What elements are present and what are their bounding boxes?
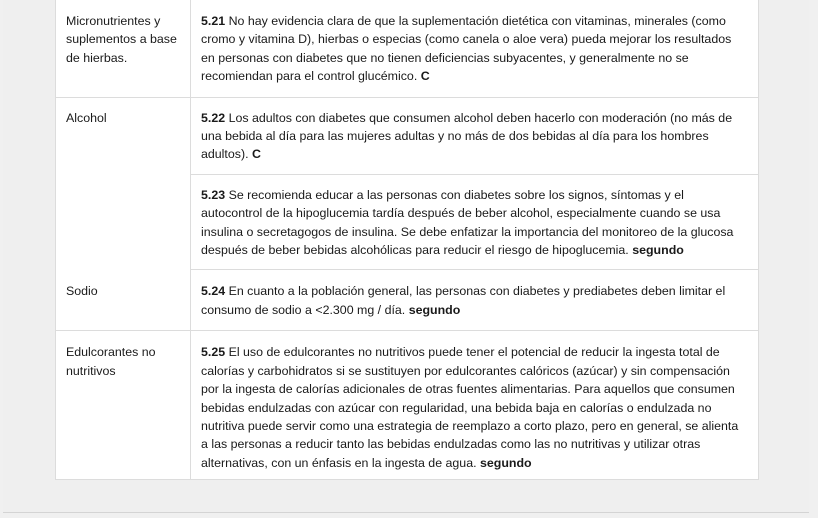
recommendation-number: 5.25: [201, 345, 226, 360]
recommendation-text: El uso de edulcorantes no nutritivos puede tener el potencial de reducir la ingesta total de calorías y carbohidratos si se sustituyen por edulcorantes calóricos (azúcar) y sin compensación por la ingesta de calorías adicionales de otras fuentes alimentarias. Para aquellos que consumen bebidas endulzadas con azúcar con regularidad, una bebida baja en calorías o endulzada no nutritiva puede servir como una estrategia de reemplazo a corto plazo, pero en general, se alienta a las personas a reducir tanto las bebidas endulzadas como las no nutritivas y utilizar otras alternativas, con un énfasis en la ingesta de agua.: [201, 345, 739, 470]
recommendation-text: Se recomienda educar a las personas con diabetes sobre los signos, síntomas y el autocontrol de la hipoglucemia tardía después de beber alcohol, especialmente cuando se usa insulina o secretagogos de insulina. Se debe enfatizar la importancia del monitoreo de la glucosa después de beber bebidas alcohólicas para reducir el riesgo de hipoglucemia.: [201, 187, 734, 258]
recommendation-text: Los adultos con diabetes que consumen alcohol deben hacerlo con moderación (no más de una bebida al día para las mujeres adultas y no más de dos bebidas al día para los hombres adultos).: [201, 110, 733, 162]
bottom-divider: [3, 512, 809, 513]
recommendation-text: En cuanto a la población general, las personas con diabetes y prediabetes deben limitar el consumo de sodio a <2.300 mg / día.: [201, 284, 726, 317]
recommendation-number: 5.22: [201, 110, 226, 125]
evidence-grade: C: [251, 147, 261, 162]
category-cell: Edulcorantes no nutritivos: [56, 331, 191, 480]
recommendation-cell: [191, 174, 759, 270]
recommendation-text: No hay evidencia clara de que la suplementación dietética con vitaminas, minerales (como cromo y vitamina D), hierbas o especias (como canela o aloe vera) pueda mejorar los resultados en personas con diabetes que no tienen deficiencias subyacentes, y generalmente no se recomiendan para el control glucémico.: [201, 14, 732, 84]
category-cell: Sodio: [56, 270, 191, 331]
evidence-grade: segundo: [632, 243, 684, 258]
category-cell: Micronutrientes y suplementos a base de hierbas.: [56, 0, 191, 97]
recommendations-table: [56, 0, 758, 480]
evidence-grade: segundo: [408, 302, 461, 317]
recommendation-cell: [191, 0, 759, 97]
recommendation-cell: [191, 270, 759, 331]
table-row: [56, 331, 758, 480]
table-row: [56, 270, 758, 331]
table-row: [56, 0, 758, 97]
category-cell: Alcohol: [56, 97, 191, 270]
recommendation-number: 5.21: [201, 14, 226, 28]
recommendations-table-container: [55, 0, 759, 480]
evidence-grade: C: [420, 69, 430, 84]
recommendation-cell: [191, 97, 759, 174]
evidence-grade: segundo: [479, 455, 532, 470]
recommendation-number: 5.23: [201, 187, 226, 202]
recommendation-number: 5.24: [201, 284, 226, 299]
recommendation-cell: [191, 331, 759, 480]
table-row: [56, 97, 758, 174]
